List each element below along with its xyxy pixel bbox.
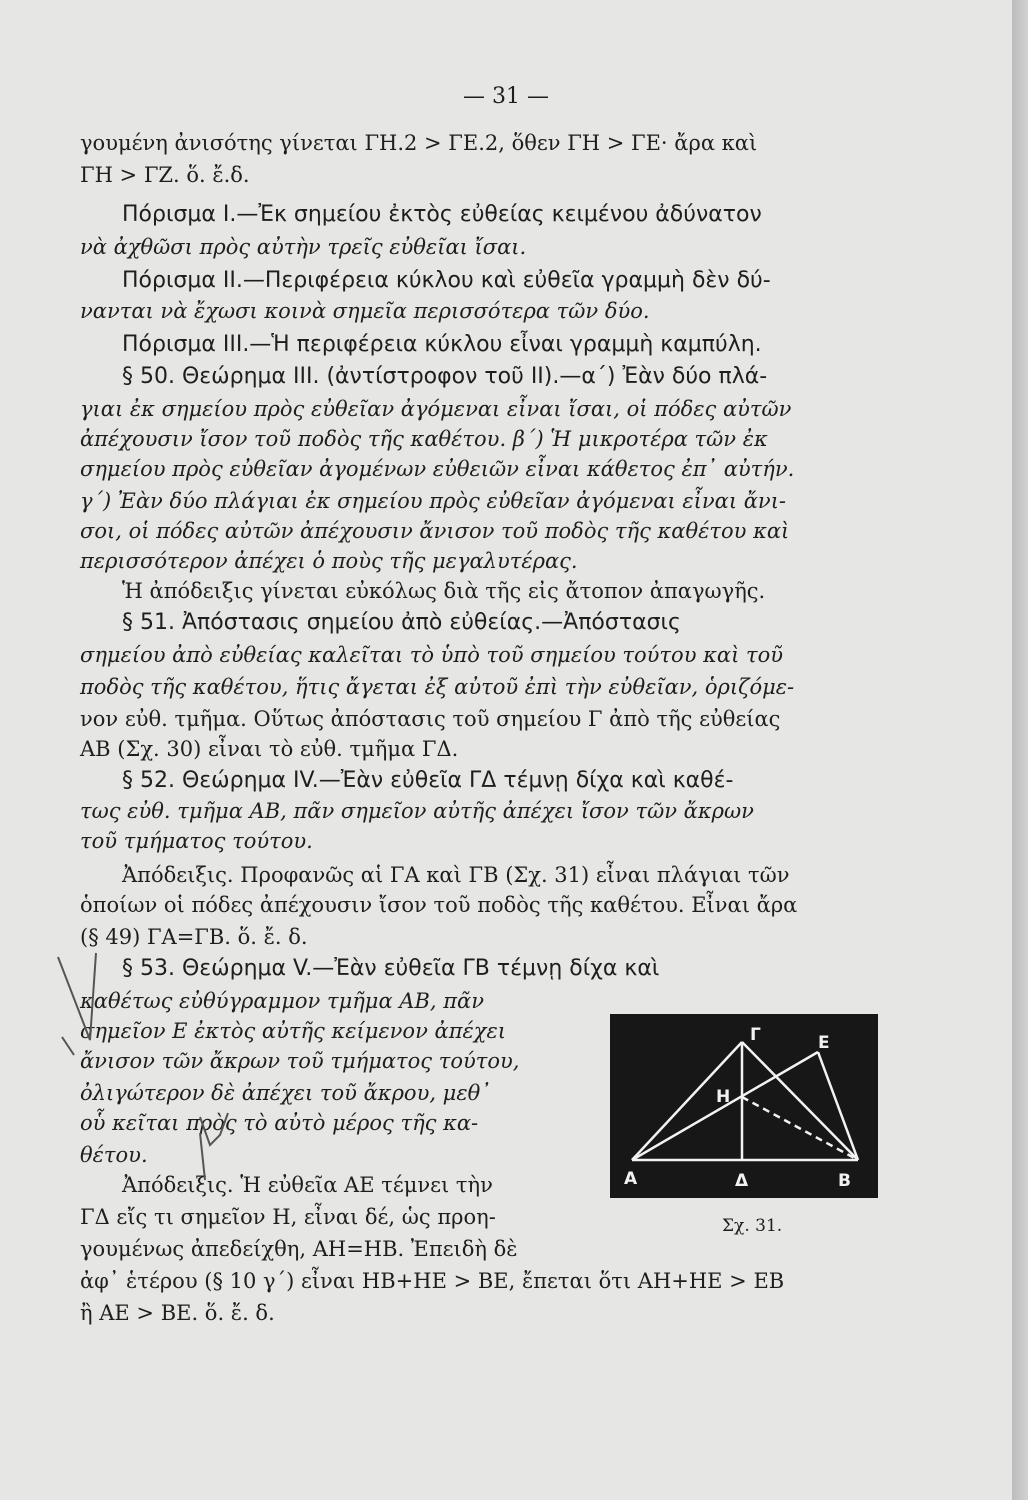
text-line: ὀλιγώτερον δὲ ἀπέχει τοῦ ἄκρου, μεθ᾿ — [80, 1081, 491, 1105]
text-line: νον εὐθ. τμῆμα. Οὕτως ἀπόστασις τοῦ σημείου Γ ἀπὸ τῆς εὐθείας — [80, 707, 781, 731]
text-line: νὰ ἀχθῶσι πρὸς αὐτὴν τρεῖς εὐθεῖαι ἴσαι. — [80, 235, 527, 259]
text-line: σοι, οἱ πόδες αὐτῶν ἀπέχουσιν ἄνισον τοῦ ποδὸς τῆς καθέτου καὶ — [80, 519, 790, 543]
label-h: Η — [716, 1087, 731, 1107]
text-line: ὁποίων οἱ πόδες ἀπέχουσιν ἴσον τοῦ ποδὸς τῆς καθέτου. Εἶναι ἄρα — [80, 893, 798, 917]
figure-caption: Σχ. 31. — [722, 1216, 783, 1236]
text-line: ἄνισον τῶν ἄκρων τοῦ τμήματος τούτου, — [80, 1049, 520, 1073]
label-g: Γ — [750, 1025, 761, 1045]
text-line: γ΄) Ἐὰν δύο πλάγιαι ἐκ σημείου πρὸς εὐθεῖαν ἀγόμεναι εἶναι ἄνι- — [80, 489, 787, 513]
text-line: τοῦ τμήματος τούτου. — [80, 829, 313, 853]
corollary-1: Πόρισμα I.—Ἐκ σημείου ἐκτὸς εὐθείας κειμένου ἀδύνατον — [122, 202, 762, 227]
text-line: νανται νὰ ἔχωσι κοινὰ σημεῖα περισσότερα τῶν δύο. — [80, 299, 650, 323]
text-line: περισσότερον ἀπέχει ὁ ποὺς τῆς μεγαλυτέρας. — [80, 549, 578, 573]
text-line: ἀφ᾿ ἑτέρου (§ 10 γ΄) εἶναι ΗΒ+ΗΕ > ΒΕ, ἔπεται ὅτι ΑΗ+ΗΕ > ΕΒ — [80, 1269, 785, 1293]
text-line: ΑΒ (Σχ. 30) εἶναι τὸ εὐθ. τμῆμα ΓΔ. — [80, 737, 459, 761]
text-line: ΓΔ εἴς τι σημεῖον Η, εἶναι δέ, ὡς προη- — [80, 1205, 496, 1229]
text-line: ἀπέχουσιν ἴσον τοῦ ποδὸς τῆς καθέτου. β΄) Ἡ μικροτέρα τῶν ἐκ — [80, 427, 768, 451]
label-e: Ε — [818, 1033, 830, 1053]
text-line: γιαι ἐκ σημείου πρὸς εὐθεῖαν ἀγόμεναι εἶναι ἴσαι, οἱ πόδες αὐτῶν — [80, 397, 792, 421]
label-b: Β — [838, 1171, 851, 1191]
text-line: οὗ κεῖται πρὸς τὸ αὐτὸ μέρος τῆς κα- — [80, 1111, 479, 1135]
text-line: σημεῖον Ε ἐκτὸς αὐτῆς κείμενον ἀπέχει — [80, 1019, 506, 1043]
label-a: Α — [624, 1169, 638, 1189]
text-line: γουμένη ἀνισότης γίνεται ΓΗ.2 > ΓΕ.2, ὅθεν ΓΗ > ΓΕ· ἄρα καὶ — [80, 131, 758, 155]
text-line: τως εὐθ. τμῆμα ΑΒ, πᾶν σημεῖον αὐτῆς ἀπέχει ἴσον τῶν ἄκρων — [80, 799, 754, 823]
corollary-3: Πόρισμα III.—Ἡ περιφέρεια κύκλου εἶναι γραμμὴ καμπύλη. — [122, 332, 762, 357]
text-line: θέτου. — [80, 1143, 148, 1167]
section-51-heading: § 51. Ἀπόστασις σημείου ἀπὸ εὐθείας.—Ἀπόστασις — [122, 610, 681, 635]
page-number: — 31 — — [463, 84, 549, 109]
text-line: Ἀπόδειξις. Ἡ εὐθεῖα ΑΕ τέμνει τὴν — [122, 1173, 493, 1197]
text-line: σημείου ἀπὸ εὐθείας καλεῖται τὸ ὑπὸ τοῦ σημείου τούτου καὶ τοῦ — [80, 643, 784, 667]
page-edge — [1012, 0, 1028, 1500]
theorem-53-heading: § 53. Θεώρημα V.—Ἐὰν εὐθεῖα ΓΒ τέμνῃ δίχα καὶ — [122, 956, 660, 981]
text-line: σημείου πρὸς εὐθεῖαν ἀγομένων εὐθειῶν εἶναι κάθετος ἐπ᾿ αὐτήν. — [80, 457, 795, 481]
text-line: Ἡ ἀπόδειξις γίνεται εὐκόλως διὰ τῆς εἰς ἄτοπον ἀπαγωγῆς. — [122, 579, 766, 603]
text-line: Ἀπόδειξις. Προφανῶς αἱ ΓΑ καὶ ΓΒ (Σχ. 31) εἶναι πλάγιαι τῶν — [122, 863, 790, 887]
text-line: ΓΗ > ΓΖ. ὅ. ἔ.δ. — [80, 163, 250, 187]
text-line: γουμένως ἀπεδείχθη, ΑΗ=ΗΒ. Ἐπειδὴ δὲ — [80, 1237, 518, 1261]
theorem-50-heading: § 50. Θεώρημα III. (ἀντίστροφον τοῦ II).—α΄) Ἐὰν δύο πλά- — [122, 364, 768, 389]
corollary-2: Πόρισμα II.—Περιφέρεια κύκλου καὶ εὐθεῖα γραμμὴ δὲν δύ- — [122, 268, 771, 293]
text-line: ἢ ΑΕ > ΒΕ. ὅ. ἔ. δ. — [80, 1301, 275, 1325]
text-line: (§ 49) ΓΑ=ΓΒ. ὅ. ἔ. δ. — [80, 925, 308, 949]
text-line: καθέτως εὐθύγραμμον τμῆμα ΑΒ, πᾶν — [80, 989, 484, 1013]
text-line: ποδὸς τῆς καθέτου, ἥτις ἄγεται ἐξ αὐτοῦ ἐπὶ τὴν εὐθεῖαν, ὁριζόμε- — [80, 675, 795, 699]
theorem-52-heading: § 52. Θεώρημα IV.—Ἐὰν εὐθεῖα ΓΔ τέμνῃ δίχα καὶ καθέ- — [122, 768, 734, 793]
figure-31 — [610, 1014, 878, 1198]
handwritten-check-mark — [50, 945, 250, 1185]
label-d: Δ — [735, 1171, 749, 1191]
